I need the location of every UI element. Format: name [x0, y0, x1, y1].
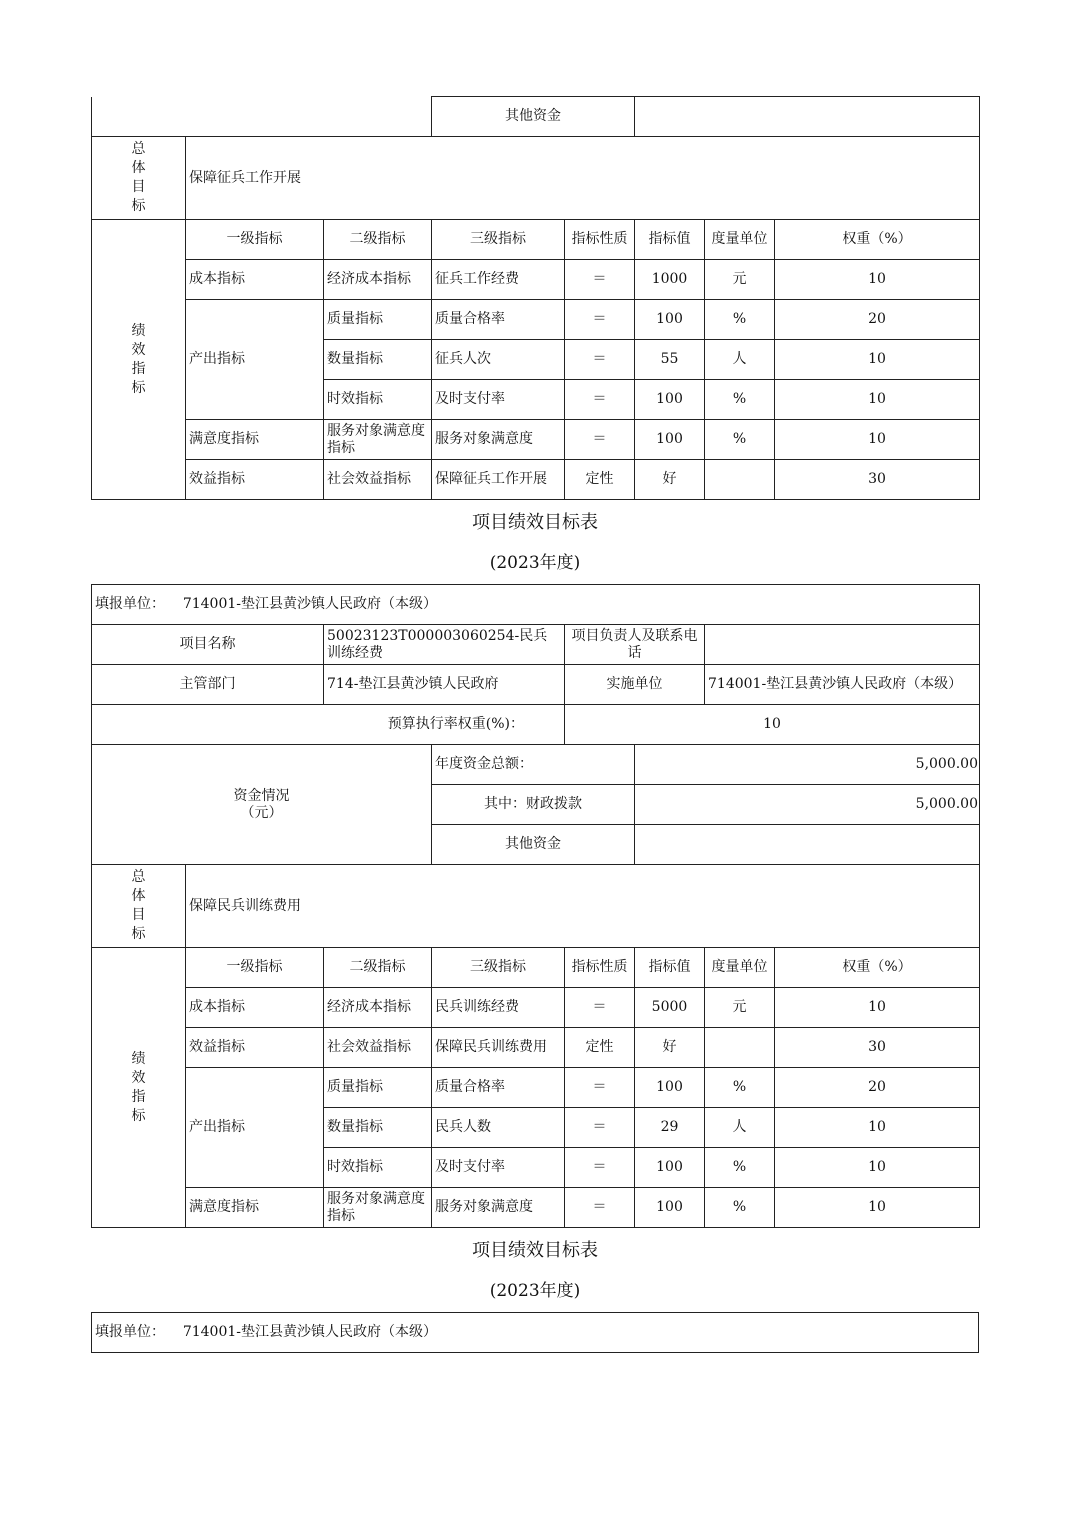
level1-cell: 效益指标 — [186, 1028, 324, 1068]
header-level3: 三级指标 — [432, 220, 565, 260]
project-name-label: 项目名称 — [92, 625, 324, 665]
header-unit: 度量单位 — [705, 220, 775, 260]
goal-label: 总 体 目 标 — [92, 865, 186, 948]
unit-cell: % — [705, 1148, 775, 1188]
unit-cell: 人 — [705, 1108, 775, 1148]
level3-cell: 及时支付率 — [432, 380, 565, 420]
level1-cell: 满意度指标 — [186, 420, 324, 460]
level3-cell: 征兵人次 — [432, 340, 565, 380]
goal-text: 保障征兵工作开展 — [186, 137, 980, 220]
budget-rate-value: 10 — [565, 705, 980, 745]
budget-rate-label: 预算执行率权重(%)： — [92, 705, 565, 745]
value-cell: 5000 — [635, 988, 705, 1028]
table-row — [92, 420, 980, 460]
goal-text: 保障民兵训练费用 — [186, 865, 980, 948]
dept-value: 714-垫江县黄沙镇人民政府 — [324, 665, 565, 705]
unit-cell: 元 — [705, 988, 775, 1028]
unit-cell: % — [705, 300, 775, 340]
other-funds-value — [635, 825, 980, 865]
level2-cell: 数量指标 — [324, 1108, 432, 1148]
header-value: 指标值 — [635, 948, 705, 988]
year-subtitle: (2023年度) — [489, 1281, 581, 1301]
perf-table-3 — [91, 1312, 979, 1353]
table-row — [92, 1028, 980, 1068]
value-cell: 55 — [635, 340, 705, 380]
unit-cell: 元 — [705, 260, 775, 300]
other-funds-label: 其他资金 — [432, 97, 635, 137]
value-cell: 100 — [635, 300, 705, 340]
table-row — [92, 260, 980, 300]
value-cell: 1000 — [635, 260, 705, 300]
level3-cell: 服务对象满意度 — [432, 1188, 565, 1228]
value-cell: 100 — [635, 1068, 705, 1108]
weight-cell: 10 — [775, 340, 980, 380]
level2-cell: 质量指标 — [324, 1068, 432, 1108]
project-name-value: 50023123T000003060254-民兵训练经费 — [324, 625, 565, 665]
unit-cell: % — [705, 1188, 775, 1228]
weight-cell: 10 — [775, 380, 980, 420]
nature-cell: ＝ — [565, 1068, 635, 1108]
contact-value — [705, 625, 980, 665]
header-level1: 一级指标 — [186, 220, 324, 260]
level3-cell: 保障民兵训练费用 — [432, 1028, 565, 1068]
nature-cell: ＝ — [565, 260, 635, 300]
level2-cell: 社会效益指标 — [324, 1028, 432, 1068]
table-row — [92, 988, 980, 1028]
other-funds-label: 其他资金 — [432, 825, 635, 865]
weight-cell: 20 — [775, 1068, 980, 1108]
nature-cell: ＝ — [565, 988, 635, 1028]
level3-cell: 及时支付率 — [432, 1148, 565, 1188]
unit-cell: % — [705, 1068, 775, 1108]
weight-cell: 10 — [775, 988, 980, 1028]
fiscal-value: 5,000.00 — [635, 785, 980, 825]
goal-label: 总 体 目 标 — [92, 137, 186, 220]
level3-cell: 民兵训练经费 — [432, 988, 565, 1028]
value-cell: 100 — [635, 1148, 705, 1188]
level2-cell: 服务对象满意度指标 — [324, 1188, 432, 1228]
level2-cell: 时效指标 — [324, 1148, 432, 1188]
nature-cell: ＝ — [565, 1148, 635, 1188]
unit-cell: % — [705, 420, 775, 460]
level1-cell: 满意度指标 — [186, 1188, 324, 1228]
level1-cell: 成本指标 — [186, 260, 324, 300]
level2-cell: 社会效益指标 — [324, 460, 432, 500]
nature-cell: ＝ — [565, 340, 635, 380]
weight-cell: 10 — [775, 260, 980, 300]
level3-cell: 质量合格率 — [432, 300, 565, 340]
level3-cell: 保障征兵工作开展 — [432, 460, 565, 500]
weight-cell: 10 — [775, 1108, 980, 1148]
level1-cell: 产出指标 — [186, 300, 324, 420]
value-cell: 100 — [635, 380, 705, 420]
nature-cell: ＝ — [565, 420, 635, 460]
level2-cell: 质量指标 — [324, 300, 432, 340]
other-funds-value — [635, 97, 980, 137]
nature-cell: ＝ — [565, 1108, 635, 1148]
header-unit: 度量单位 — [705, 948, 775, 988]
annual-total-label: 年度资金总额： — [432, 745, 635, 785]
dept-label: 主管部门 — [92, 665, 324, 705]
page-title: 项目绩效目标表 — [472, 512, 598, 533]
table-row — [92, 1068, 980, 1108]
value-cell: 好 — [635, 460, 705, 500]
level2-cell: 经济成本指标 — [324, 988, 432, 1028]
perf-table-2 — [91, 584, 980, 1228]
unit-cell: % — [705, 380, 775, 420]
reporting-unit: 填报单位： 714001-垫江县黄沙镇人民政府（本级） — [92, 1313, 979, 1353]
value-cell: 100 — [635, 1188, 705, 1228]
header-value: 指标值 — [635, 220, 705, 260]
header-nature: 指标性质 — [565, 220, 635, 260]
weight-cell: 10 — [775, 1188, 980, 1228]
value-cell: 29 — [635, 1108, 705, 1148]
impl-unit-value: 714001-垫江县黄沙镇人民政府（本级） — [705, 665, 980, 705]
header-level2: 二级指标 — [324, 948, 432, 988]
level3-cell: 征兵工作经费 — [432, 260, 565, 300]
table-row — [92, 460, 980, 500]
level1-cell: 产出指标 — [186, 1068, 324, 1188]
funds-blank-cell — [92, 97, 432, 137]
level2-cell: 数量指标 — [324, 340, 432, 380]
unit-cell — [705, 1028, 775, 1068]
funds-label: 资金情况 （元） — [92, 745, 432, 865]
weight-cell: 10 — [775, 420, 980, 460]
header-level1: 一级指标 — [186, 948, 324, 988]
unit-cell: 人 — [705, 340, 775, 380]
weight-cell: 20 — [775, 300, 980, 340]
level3-cell: 服务对象满意度 — [432, 420, 565, 460]
header-weight: 权重（%） — [775, 948, 980, 988]
level2-cell: 服务对象满意度指标 — [324, 420, 432, 460]
table-row — [92, 1188, 980, 1228]
level2-cell: 时效指标 — [324, 380, 432, 420]
nature-cell: ＝ — [565, 380, 635, 420]
value-cell: 100 — [635, 420, 705, 460]
level2-cell: 经济成本指标 — [324, 260, 432, 300]
unit-cell — [705, 460, 775, 500]
value-cell: 好 — [635, 1028, 705, 1068]
header-level3: 三级指标 — [432, 948, 565, 988]
document-sheet — [91, 96, 979, 1353]
weight-cell: 30 — [775, 1028, 980, 1068]
year-subtitle: (2023年度) — [489, 553, 581, 573]
level1-cell: 成本指标 — [186, 988, 324, 1028]
header-level2: 二级指标 — [324, 220, 432, 260]
weight-cell: 10 — [775, 1148, 980, 1188]
nature-cell: 定性 — [565, 460, 635, 500]
page-title: 项目绩效目标表 — [472, 1240, 598, 1261]
reporting-unit: 填报单位： 714001-垫江县黄沙镇人民政府（本级） — [92, 585, 980, 625]
header-weight: 权重（%） — [775, 220, 980, 260]
level3-cell: 民兵人数 — [432, 1108, 565, 1148]
level1-cell: 效益指标 — [186, 460, 324, 500]
perf-label: 绩 效 指 标 — [92, 948, 186, 1228]
nature-cell: 定性 — [565, 1028, 635, 1068]
level3-cell: 质量合格率 — [432, 1068, 565, 1108]
fiscal-label: 其中：财政拨款 — [432, 785, 635, 825]
nature-cell: ＝ — [565, 1188, 635, 1228]
nature-cell: ＝ — [565, 300, 635, 340]
annual-total-value: 5,000.00 — [635, 745, 980, 785]
header-nature: 指标性质 — [565, 948, 635, 988]
table-row — [92, 300, 980, 340]
contact-label: 项目负责人及联系电话 — [565, 625, 705, 665]
perf-table-1 — [91, 96, 980, 500]
perf-label: 绩 效 指 标 — [92, 220, 186, 500]
weight-cell: 30 — [775, 460, 980, 500]
impl-unit-label: 实施单位 — [565, 665, 705, 705]
